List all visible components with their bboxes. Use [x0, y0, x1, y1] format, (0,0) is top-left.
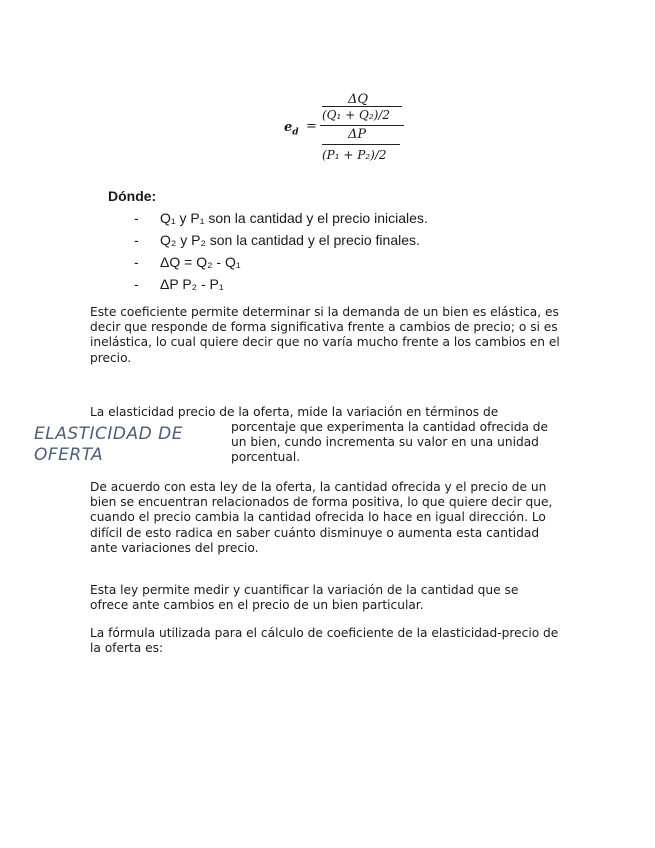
formula-denominator-top: (Q₁ + Q₂)/2	[322, 108, 391, 122]
formula-upper-fraction-bar	[322, 106, 402, 107]
formula-lower-fraction-bar	[322, 144, 400, 145]
list-item: - ΔQ = Q₂ - Q₁	[134, 254, 241, 270]
section-heading: ELASTICIDAD DE OFERTA	[34, 424, 183, 465]
formula-denominator-bottom: (P₁ + P₂)/2	[322, 148, 387, 162]
formula-equals: =	[306, 119, 317, 134]
elasticity-formula	[282, 92, 412, 164]
list-item: - ΔP P₂ - P₁	[134, 276, 224, 292]
formula-numerator-top: ΔQ	[348, 92, 369, 107]
list-item: - Q₁ y P₁ son la cantidad y el precio iniciales.	[134, 210, 428, 226]
paragraph-formula-intro: La fórmula utilizada para el cálculo de coeficiente de la elasticidad-precio de la oferta es:	[90, 626, 559, 656]
formula-lhs: $e_d$	[284, 120, 299, 138]
definitions-list	[134, 207, 428, 295]
paragraph-supply-law: De acuerdo con esta ley de la oferta, la cantidad ofrecida y el precio de un bien se encuentran relacionados de forma positiva, lo que quiere decir que, cuando el precio cambia la cantidad ofrecida lo hace en igual dirección. Lo difícil de esto radica en saber cuánto disminuye o aumenta esta cantidad ante variaciones del precio.	[90, 480, 553, 555]
list-item: - Q₂ y P₂ son la cantidad y el precio finales.	[134, 232, 420, 248]
paragraph-law-measure: Esta ley permite medir y cuantificar la variación de la cantidad que se ofrece ante cambios en el precio de un bien particular.	[90, 583, 519, 613]
formula-numerator-bottom: ΔP	[348, 127, 367, 142]
paragraph-supply-elasticity-intro: La elasticidad precio de la oferta, mide la variación en términos de	[90, 405, 499, 419]
paragraph-demand-elasticity: Este coeficiente permite determinar si la demanda de un bien es elástica, es decir que responde de forma significativa frente a cambios de precio; o si es inelástica, lo cual quiere decir que no varía mucho frente a los cambios en el precio.	[90, 305, 560, 365]
paragraph-supply-elasticity-cont: porcentaje que experimenta la cantidad ofrecida de un bien, cundo incrementa su valor en una unidad porcentual.	[231, 420, 549, 465]
definitions-heading: Dónde:	[108, 188, 157, 204]
formula-main-fraction-bar	[320, 125, 404, 126]
